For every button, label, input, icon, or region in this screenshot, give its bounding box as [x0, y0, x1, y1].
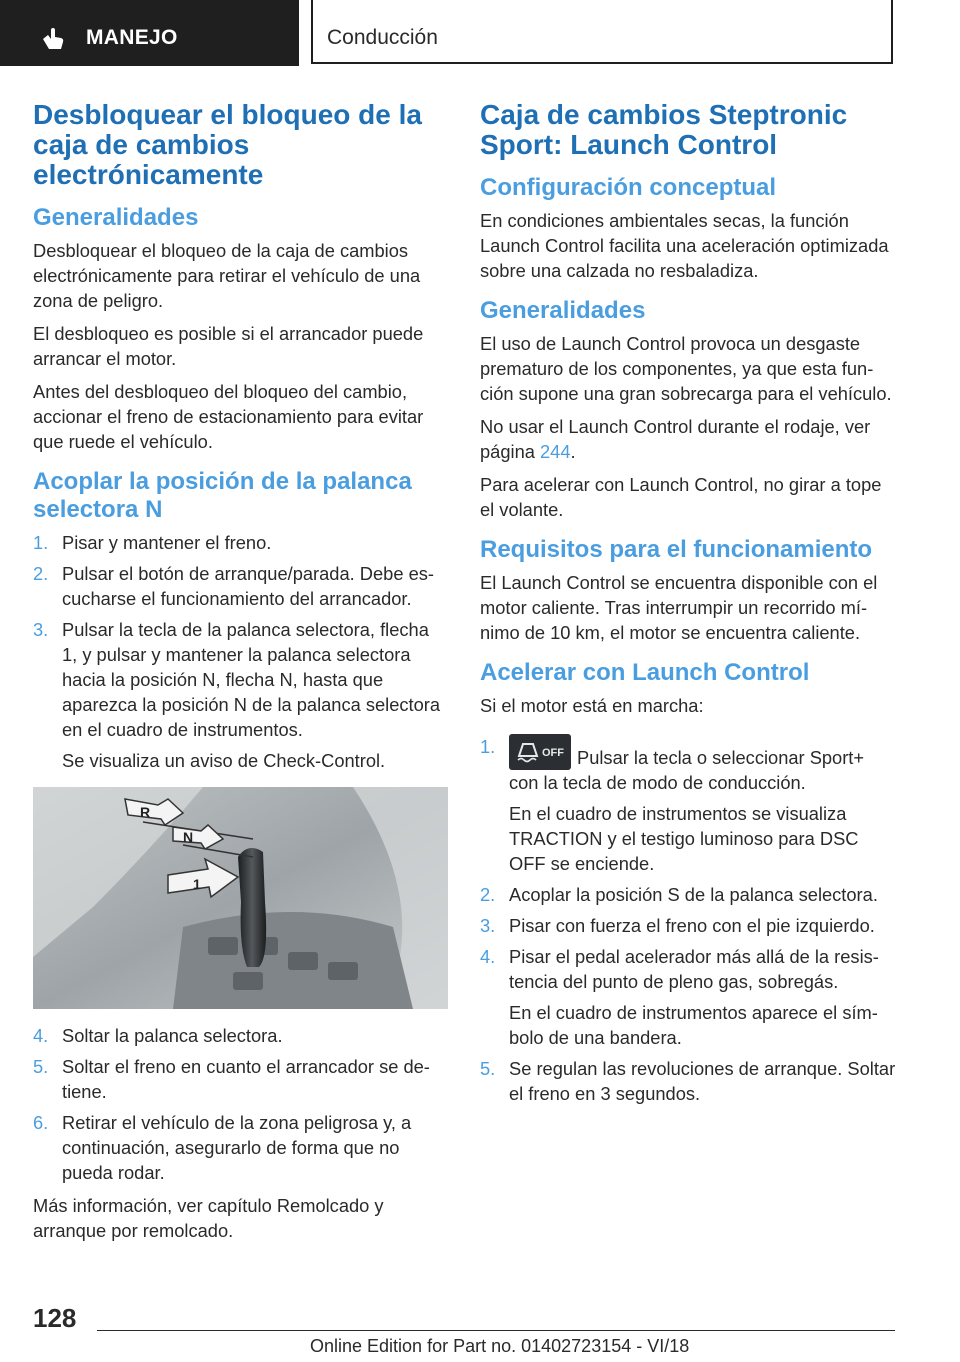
paragraph: Si el motor está en marcha:	[480, 695, 704, 716]
subheading-general: Generalidades	[480, 297, 646, 324]
subheading-couple-n: Acoplar la posición de la palanca selectora N	[33, 468, 412, 523]
list-item: 6. Retirar el vehículo de la zona peligrosa y, a continuación, asegurarlo de forma que no pueda rodar.	[33, 1112, 412, 1183]
steering-hand-icon	[40, 26, 66, 52]
paragraph: El desbloqueo es posible si el arrancador puede arrancar el motor.	[33, 323, 424, 369]
steps-list	[33, 530, 445, 773]
list-item: 2. Acoplar la posición S de la palanca selectora.	[480, 884, 878, 905]
chapter-title: Conducción	[327, 26, 438, 49]
list-item: 5. Se regulan las revoluciones de arranque. Soltar el freno en 3 segundos.	[480, 1058, 896, 1104]
list-item: 4. Soltar la palanca selectora.	[33, 1025, 283, 1046]
steps-list-continued	[33, 1023, 445, 1185]
footer-divider	[97, 1330, 895, 1331]
subheading-accelerate: Acelerar con Launch Control	[480, 659, 810, 686]
left-column	[33, 100, 445, 1251]
page-number: 128	[33, 1303, 77, 1333]
list-item: 5. Soltar el freno en cuanto el arrancador se detiene.	[33, 1056, 430, 1102]
paragraph: Desbloquear el bloqueo de la caja de cambios electrónicamente para retirar el vehículo de una zona de peligro.	[33, 240, 421, 311]
arrow-1-label: 1	[193, 876, 201, 892]
arrow-n-label: N	[183, 829, 194, 845]
gear-selector-image	[33, 787, 448, 1009]
section-title: MANEJO	[86, 26, 178, 49]
step-note: En el cuadro de instrumentos se visualiza TRACTION y el testigo luminoso para DSC OFF se enciende.	[509, 803, 859, 874]
section-heading-unlock: Desbloquear el bloqueo de la caja de cambios electrónicamente	[33, 99, 422, 190]
list-item: 2. Pulsar el botón de arranque/parada. Debe escucharse el funcionamiento del arrancador.	[33, 563, 434, 609]
paragraph: Para acelerar con Launch Control, no girar a tope el volante.	[480, 474, 882, 520]
launch-steps-list	[480, 734, 896, 1106]
svg-text:OFF: OFF	[542, 747, 564, 759]
subheading-concept: Configuración conceptual	[480, 174, 777, 201]
step-note: En el cuadro de instrumentos aparece el símbolo de una bandera.	[509, 1002, 878, 1048]
paragraph: En condiciones ambientales secas, la función Launch Control facilita una aceleración optimizada sobre una calzada no resbaladiza.	[480, 210, 889, 281]
gear-selector-illustration	[33, 787, 448, 1009]
step-note: Se visualiza un aviso de Check-Control.	[62, 750, 386, 771]
list-item: 1. OFF Pulsar la tecla o seleccionar Sport+ con la tecla de modo de conducción. En el cuadro de instrumentos se visualiza TRACTION y el testigo luminoso para DSC OFF se enciende.	[480, 734, 896, 876]
arrow-r-label: R	[140, 804, 151, 820]
subheading-general: Generalidades	[33, 204, 199, 231]
dsc-off-button-icon	[509, 734, 571, 770]
section-tab	[0, 0, 299, 66]
chapter-tab	[311, 0, 893, 64]
list-item: 3. Pulsar la tecla de la palanca selectora, flecha 1, y pulsar y mantener la palanca selectora hacia la posición N, flecha N, hasta que aparezca la posición N de la palanca selectora en el cuadro de instrumentos. Se visualiza un aviso de Check-Control.	[33, 617, 445, 773]
section-heading-launch-control: Caja de cambios Steptronic Sport: Launch Control	[480, 99, 848, 160]
right-column	[480, 100, 896, 1114]
page-link[interactable]: 244	[539, 441, 571, 462]
more-info: Más información, ver capítulo Remolcado y arranque por remolcado.	[33, 1195, 384, 1241]
list-item: 1. Pisar y mantener el freno.	[33, 532, 272, 553]
paragraph: Antes del desbloqueo del bloqueo del cambio, accionar el freno de estacionamiento para evitar que ruede el vehículo.	[33, 381, 424, 452]
paragraph: No usar el Launch Control durante el rodaje, ver página 244.	[480, 416, 871, 462]
list-item: 3. Pisar con fuerza el freno con el pie izquierdo.	[480, 915, 875, 936]
paragraph: El uso de Launch Control provoca un desgaste prematuro de los componentes, ya que esta función supone una gran sobrecarga para el vehículo.	[480, 333, 892, 404]
edition-note: Online Edition for Part no. 01402723154 - VI/18	[310, 1336, 690, 1356]
paragraph: El Launch Control se encuentra disponible con el motor caliente. Tras interrumpir un recorrido mínimo de 10 km, el motor se encuentra caliente.	[480, 572, 878, 643]
list-item: 4. Pisar el pedal acelerador más allá de la resistencia del punto de pleno gas, sobregás. En el cuadro de instrumentos aparece el símbolo de una bandera.	[480, 944, 896, 1050]
subheading-requirements: Requisitos para el funcionamiento	[480, 536, 873, 563]
